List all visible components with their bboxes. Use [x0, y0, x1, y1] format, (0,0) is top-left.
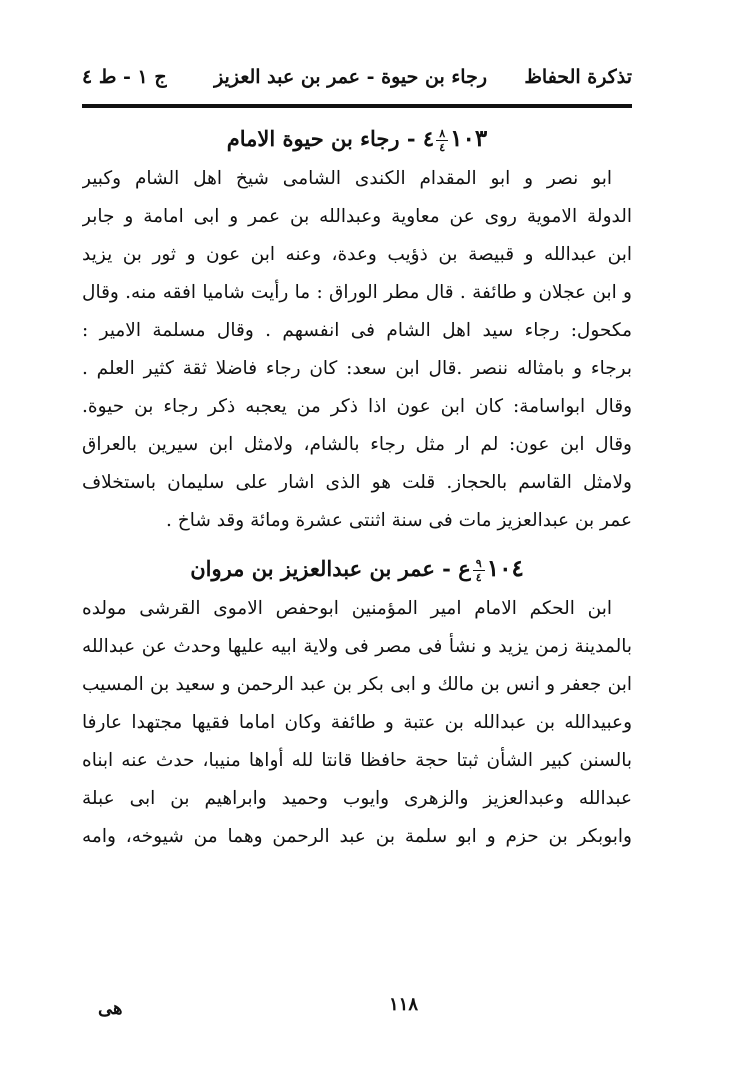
entry-103-body — [82, 160, 632, 540]
entry-103-title: - رجاء بن حيوة الامام — [226, 126, 416, 151]
text-line: الدولة الاموية روى عن معاوية وعبدالله بن عمر و ابى امامة و جابر — [82, 206, 632, 227]
entry-104-number: ١٠٤ — [486, 555, 524, 582]
text-line: و ابن عجلان و طائفة . قال مطر الوراق : ما رأيت شاميا افقه منه. وقال — [82, 282, 632, 303]
text-line: بالسنن كبير الشأن ثبتا حجة حافظا قانتا لله أواها منيبا، حدث عنه ابناه — [82, 750, 632, 771]
page — [82, 58, 632, 856]
text-line: وقال ابواسامة: كان ابن عون اذا ذكر من يعجبه ذكر رجاء بن حيوة. — [82, 396, 632, 417]
entry-104-fraction-top: ٩ — [475, 557, 482, 570]
text-line: برجاء و بامثاله ننصر .قال ابن سعد: كان رجاء فاضلا ثقة كثير العلم . — [82, 358, 632, 379]
entry-104-body — [82, 590, 632, 856]
text-line: وعبيدالله بن عبدالله بن عتبة و طائفة وكان اماما فقيها مجتهدا عارفا — [82, 712, 632, 733]
entry-104-heading — [82, 554, 632, 584]
book-title: تذكرة الحفاظ — [524, 66, 632, 88]
text-line: وقال ابن عون: لم ار مثل رجاء بالشام، ولامثل ابن سيرين بالعراق — [82, 434, 632, 455]
text-line: ابن جعفر و انس بن مالك و ابى بكر بن عبد الرحمن و سعيد بن المسيب — [82, 674, 632, 695]
text-line: بالمدينة زمن يزيد و نشأ فى مصر فى ولاية ابيه عليها وحدث عن عبدالله — [82, 636, 632, 657]
page-footer — [82, 994, 632, 1024]
entry-104-fraction — [473, 558, 485, 583]
entry-103-fraction-bottom: ٤ — [439, 141, 446, 154]
text-line: ابن الحكم الامام امير المؤمنين ابوحفص الاموى القرشى مولده — [82, 598, 612, 619]
entry-104-title: - عمر بن عبدالعزيز بن مروان — [190, 556, 451, 581]
signature-mark: هى — [98, 998, 123, 1019]
text-line: ولامثل القاسم بالحجاز. قلت هو الذى اشار على سليمان باستخلاف — [82, 472, 632, 493]
page-number: ١١٨ — [388, 994, 418, 1015]
text-line: عبدالله وعبدالعزيز والزهرى وايوب وحميد وابراهيم بن ابى عبلة — [82, 788, 632, 809]
text-line: ابو نصر و ابو المقدام الكندى الشامى شيخ اهل الشام وكبير — [82, 168, 612, 189]
header-rule — [82, 104, 632, 108]
running-head — [82, 58, 632, 96]
entry-103-code: ٤ — [422, 126, 435, 151]
entry-104-code: ع — [458, 556, 471, 581]
entry-104-fraction-bottom: ٤ — [475, 571, 482, 584]
text-line: ابن عبدالله و قبيصة بن ذؤيب وعدة، وعنه ابن عون و ثور بن يزيد — [82, 244, 632, 265]
entry-103-fraction-top: ٨ — [439, 127, 446, 140]
text-line: وابوبكر بن حزم و ابو سلمة بن عبد الرحمن وهما من شيوخه، وامه — [82, 826, 632, 847]
text-line: عمر بن عبدالعزيز مات فى سنة اثنتى عشرة ومائة وقد شاخ . — [166, 510, 632, 531]
entry-103-heading — [82, 124, 632, 154]
text-line: مكحول: رجاء سيد اهل الشام فى انفسهم . وقال مسلمة الامير : — [82, 320, 632, 341]
entry-103-fraction — [436, 128, 448, 153]
entry-103-number: ١٠٣ — [450, 125, 488, 152]
volume-label: ج ١ - ط ٤ — [82, 66, 167, 88]
running-head-subject: رجاء بن حيوة - عمر بن عبد العزيز — [214, 66, 487, 88]
